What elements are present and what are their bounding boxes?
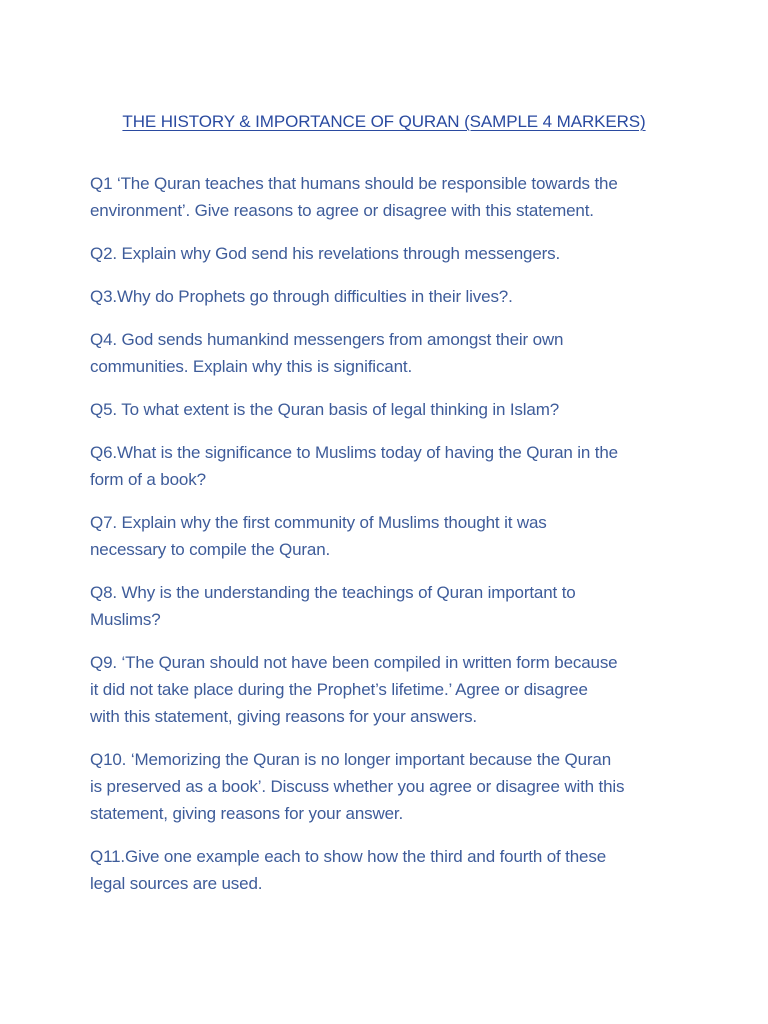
question-item-8: Q8. Why is the understanding the teachings of Quran important to Muslims? bbox=[90, 583, 576, 629]
question-item-11: Q11.Give one example each to show how the third and fourth of these legal sources are used. bbox=[90, 847, 607, 893]
question-item-7: Q7. Explain why the first community of Muslims thought it was necessary to compile the Quran. bbox=[90, 513, 547, 559]
question-item-10: Q10. ‘Memorizing the Quran is no longer important because the Quran is preserved as a book’. Discuss whether you agree or disagree with this statement, giving reasons for your answer. bbox=[90, 750, 625, 823]
question-list bbox=[90, 170, 682, 913]
question-item-5: Q5. To what extent is the Quran basis of legal thinking in Islam? bbox=[90, 400, 560, 419]
question-item-1: Q1 ‘The Quran teaches that humans should be responsible towards the environment’. Give reasons to agree or disagree with this statement. bbox=[90, 174, 618, 220]
question-item-2: Q2. Explain why God send his revelations through messengers. bbox=[90, 244, 561, 263]
page-title: THE HISTORY & IMPORTANCE OF QURAN (SAMPLE 4 MARKERS) bbox=[122, 112, 646, 131]
question-item-3: Q3.Why do Prophets go through difficulties in their lives?. bbox=[90, 287, 513, 306]
question-item-4: Q4. God sends humankind messengers from amongst their own communities. Explain why this is significant. bbox=[90, 330, 564, 376]
question-item-6: Q6.What is the significance to Muslims today of having the Quran in the form of a book? bbox=[90, 443, 618, 489]
question-item-9: Q9. ‘The Quran should not have been compiled in written form because it did not take place during the Prophet’s lifetime.’ Agree or disagree with this statement, giving reasons for your answers. bbox=[90, 653, 618, 726]
